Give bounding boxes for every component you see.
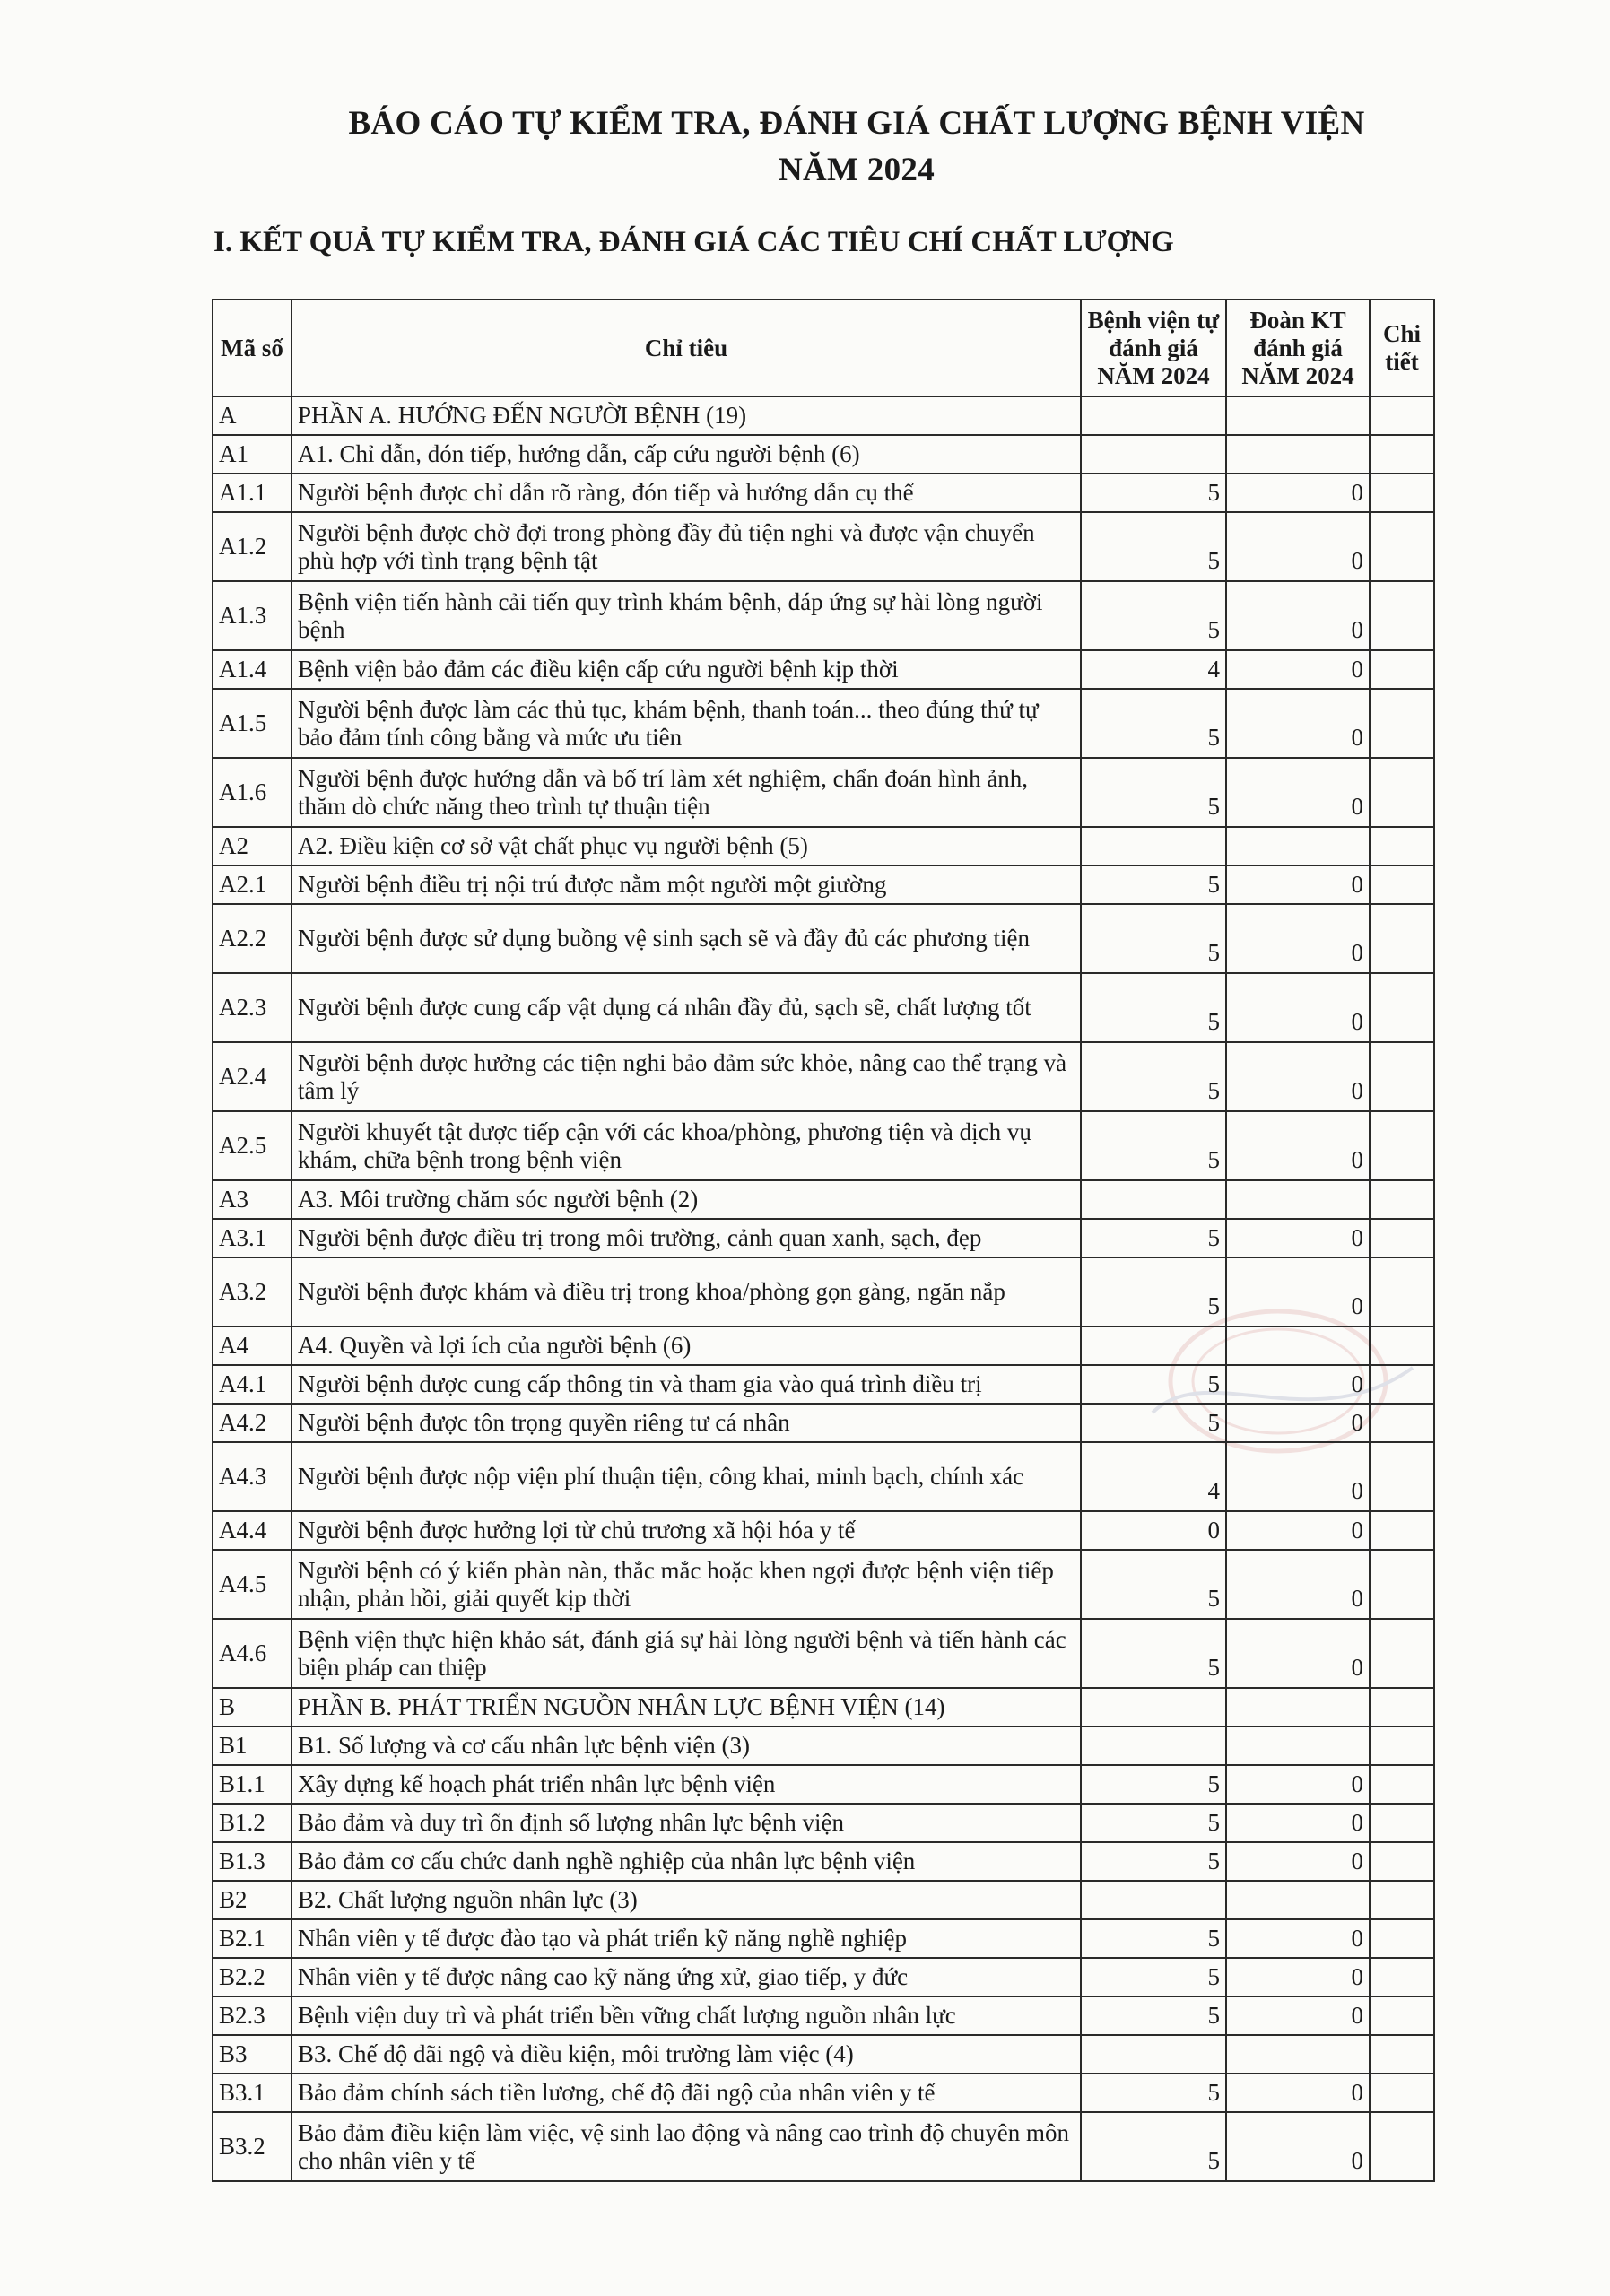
row-team-score: 0	[1226, 474, 1370, 512]
table-row	[213, 1958, 1434, 1996]
table-row	[213, 865, 1434, 904]
row-criterion: A4. Quyền và lợi ích của người bệnh (6)	[292, 1326, 1081, 1365]
table-row	[213, 758, 1434, 827]
row-criterion: Người bệnh được làm các thủ tục, khám bệnh, thanh toán... theo đúng thứ tự bảo đảm tính công bằng và mức ưu tiên	[292, 689, 1081, 758]
row-criterion: Người bệnh được tôn trọng quyền riêng tư cá nhân	[292, 1404, 1081, 1442]
table-row	[213, 1550, 1434, 1619]
row-detail	[1370, 827, 1434, 865]
row-self-score	[1081, 2035, 1226, 2074]
row-team-score: 0	[1226, 650, 1370, 689]
row-team-score: 0	[1226, 758, 1370, 827]
table-row	[213, 689, 1434, 758]
row-code: A2.4	[213, 1042, 292, 1111]
table-row	[213, 512, 1434, 581]
row-criterion: B3. Chế độ đãi ngộ và điều kiện, môi trường làm việc (4)	[292, 2035, 1081, 2074]
row-team-score	[1226, 1726, 1370, 1765]
row-code: A2.5	[213, 1111, 292, 1180]
row-team-score: 0	[1226, 1765, 1370, 1804]
row-criterion: Nhân viên y tế được đào tạo và phát triển kỹ năng nghề nghiệp	[292, 1919, 1081, 1958]
table-row	[213, 435, 1434, 474]
row-team-score	[1226, 2035, 1370, 2074]
row-criterion: Người bệnh được sử dụng buồng vệ sinh sạch sẽ và đầy đủ các phương tiện	[292, 904, 1081, 973]
row-self-score: 5	[1081, 1619, 1226, 1688]
row-criterion: Người bệnh được điều trị trong môi trường, cảnh quan xanh, sạch, đẹp	[292, 1219, 1081, 1257]
row-code: B2.1	[213, 1919, 292, 1958]
row-code: A1.6	[213, 758, 292, 827]
row-detail	[1370, 689, 1434, 758]
row-detail	[1370, 973, 1434, 1042]
row-self-score: 5	[1081, 1919, 1226, 1958]
row-team-score: 0	[1226, 1404, 1370, 1442]
row-detail	[1370, 1511, 1434, 1550]
row-detail	[1370, 1042, 1434, 1111]
row-code: B3	[213, 2035, 292, 2074]
row-detail	[1370, 1726, 1434, 1765]
row-team-score	[1226, 435, 1370, 474]
row-code: A4.3	[213, 1442, 292, 1511]
table-row	[213, 1688, 1434, 1726]
row-team-score: 0	[1226, 1111, 1370, 1180]
row-criterion: Người bệnh được hưởng lợi từ chủ trương xã hội hóa y tế	[292, 1511, 1081, 1550]
row-detail	[1370, 1365, 1434, 1404]
row-detail	[1370, 904, 1434, 973]
row-code: A4.6	[213, 1619, 292, 1688]
row-detail	[1370, 2112, 1434, 2181]
row-criterion: Nhân viên y tế được nâng cao kỹ năng ứng xử, giao tiếp, y đức	[292, 1958, 1081, 1996]
row-criterion: A3. Môi trường chăm sóc người bệnh (2)	[292, 1180, 1081, 1219]
row-team-score: 0	[1226, 1919, 1370, 1958]
row-self-score	[1081, 1726, 1226, 1765]
row-self-score	[1081, 435, 1226, 474]
row-detail	[1370, 435, 1434, 474]
row-team-score	[1226, 1180, 1370, 1219]
row-detail	[1370, 1958, 1434, 1996]
row-code: B	[213, 1688, 292, 1726]
row-detail	[1370, 396, 1434, 435]
row-self-score: 5	[1081, 1365, 1226, 1404]
row-criterion: A2. Điều kiện cơ sở vật chất phục vụ người bệnh (5)	[292, 827, 1081, 865]
row-self-score: 5	[1081, 689, 1226, 758]
row-self-score	[1081, 396, 1226, 435]
row-detail	[1370, 1881, 1434, 1919]
row-self-score: 5	[1081, 1404, 1226, 1442]
row-code: B3.2	[213, 2112, 292, 2181]
row-team-score: 0	[1226, 689, 1370, 758]
row-criterion: Bệnh viện bảo đảm các điều kiện cấp cứu người bệnh kịp thời	[292, 650, 1081, 689]
row-code: B2.2	[213, 1958, 292, 1996]
table-header-row	[213, 300, 1434, 396]
row-code: A2.3	[213, 973, 292, 1042]
row-code: A4.4	[213, 1511, 292, 1550]
criteria-table	[212, 299, 1435, 2182]
table-row	[213, 1442, 1434, 1511]
table-row	[213, 1511, 1434, 1550]
section-heading: I. KẾT QUẢ TỰ KIỂM TRA, ĐÁNH GIÁ CÁC TIÊU CHÍ CHẤT LƯỢNG	[213, 226, 1174, 258]
table-row	[213, 2074, 1434, 2112]
table-row	[213, 1842, 1434, 1881]
row-detail	[1370, 1326, 1434, 1365]
row-self-score: 5	[1081, 581, 1226, 650]
row-criterion: Bệnh viện thực hiện khảo sát, đánh giá sự hài lòng người bệnh và tiến hành các biện pháp can thiệp	[292, 1619, 1081, 1688]
row-detail	[1370, 1180, 1434, 1219]
row-detail	[1370, 1842, 1434, 1881]
row-detail	[1370, 1442, 1434, 1511]
row-code: A4.2	[213, 1404, 292, 1442]
row-team-score: 0	[1226, 1257, 1370, 1326]
row-criterion: Người bệnh được chỉ dẫn rõ ràng, đón tiếp và hướng dẫn cụ thể	[292, 474, 1081, 512]
table-row	[213, 1726, 1434, 1765]
row-self-score: 5	[1081, 973, 1226, 1042]
row-self-score	[1081, 827, 1226, 865]
table-row	[213, 904, 1434, 973]
row-self-score: 5	[1081, 1111, 1226, 1180]
row-team-score	[1226, 1326, 1370, 1365]
row-self-score: 4	[1081, 650, 1226, 689]
table-row	[213, 973, 1434, 1042]
row-criterion: B2. Chất lượng nguồn nhân lực (3)	[292, 1881, 1081, 1919]
row-team-score: 0	[1226, 1619, 1370, 1688]
row-self-score: 5	[1081, 1996, 1226, 2035]
row-detail	[1370, 1219, 1434, 1257]
row-self-score	[1081, 1881, 1226, 1919]
row-criterion: PHẦN B. PHÁT TRIỂN NGUỒN NHÂN LỰC BỆNH VIỆN (14)	[292, 1688, 1081, 1726]
row-criterion: Bảo đảm và duy trì ổn định số lượng nhân lực bệnh viện	[292, 1804, 1081, 1842]
table-body	[213, 396, 1434, 2181]
row-code: A1.4	[213, 650, 292, 689]
header-detail: Chi tiết	[1370, 300, 1434, 396]
row-code: A3.1	[213, 1219, 292, 1257]
row-criterion: Người bệnh có ý kiến phàn nàn, thắc mắc hoặc khen ngợi được bệnh viện tiếp nhận, phản hồi, giải quyết kịp thời	[292, 1550, 1081, 1619]
row-code: A2.2	[213, 904, 292, 973]
table-row	[213, 1365, 1434, 1404]
row-team-score: 0	[1226, 512, 1370, 581]
row-detail	[1370, 650, 1434, 689]
table-row	[213, 1404, 1434, 1442]
table-row	[213, 1180, 1434, 1219]
row-code: A4.5	[213, 1550, 292, 1619]
row-criterion: A1. Chỉ dẫn, đón tiếp, hướng dẫn, cấp cứu người bệnh (6)	[292, 435, 1081, 474]
row-code: A2.1	[213, 865, 292, 904]
row-code: B1.1	[213, 1765, 292, 1804]
table-row	[213, 396, 1434, 435]
row-code: B1	[213, 1726, 292, 1765]
row-code: B1.2	[213, 1804, 292, 1842]
table-row	[213, 1881, 1434, 1919]
row-detail	[1370, 1996, 1434, 2035]
table-row	[213, 581, 1434, 650]
table-row	[213, 2112, 1434, 2181]
row-team-score: 0	[1226, 581, 1370, 650]
row-self-score: 5	[1081, 904, 1226, 973]
row-self-score: 4	[1081, 1442, 1226, 1511]
row-self-score: 5	[1081, 1219, 1226, 1257]
row-team-score: 0	[1226, 1042, 1370, 1111]
row-self-score: 5	[1081, 1765, 1226, 1804]
table-row	[213, 2035, 1434, 2074]
row-detail	[1370, 2035, 1434, 2074]
row-detail	[1370, 1688, 1434, 1726]
row-team-score: 0	[1226, 1996, 1370, 2035]
row-code: B2.3	[213, 1996, 292, 2035]
table-row	[213, 1111, 1434, 1180]
row-self-score: 5	[1081, 512, 1226, 581]
row-criterion: Bảo đảm chính sách tiền lương, chế độ đãi ngộ của nhân viên y tế	[292, 2074, 1081, 2112]
row-team-score: 0	[1226, 865, 1370, 904]
row-code: A	[213, 396, 292, 435]
row-team-score: 0	[1226, 1511, 1370, 1550]
row-detail	[1370, 474, 1434, 512]
table-row	[213, 650, 1434, 689]
row-team-score: 0	[1226, 1550, 1370, 1619]
row-detail	[1370, 1919, 1434, 1958]
row-self-score: 5	[1081, 1804, 1226, 1842]
row-team-score	[1226, 396, 1370, 435]
row-self-score	[1081, 1688, 1226, 1726]
row-team-score: 0	[1226, 973, 1370, 1042]
row-detail	[1370, 1404, 1434, 1442]
row-self-score: 5	[1081, 2112, 1226, 2181]
header-team-assessment: Đoàn KT đánh giá NĂM 2024	[1226, 300, 1370, 396]
row-criterion: Bệnh viện tiến hành cải tiến quy trình khám bệnh, đáp ứng sự hài lòng người bệnh	[292, 581, 1081, 650]
row-criterion: Người bệnh được cung cấp thông tin và tham gia vào quá trình điều trị	[292, 1365, 1081, 1404]
row-criterion: Người bệnh được nộp viện phí thuận tiện, công khai, minh bạch, chính xác	[292, 1442, 1081, 1511]
row-team-score	[1226, 1881, 1370, 1919]
row-self-score: 5	[1081, 1257, 1226, 1326]
row-self-score: 0	[1081, 1511, 1226, 1550]
row-team-score: 0	[1226, 904, 1370, 973]
row-detail	[1370, 865, 1434, 904]
header-self-assessment: Bệnh viện tự đánh giá NĂM 2024	[1081, 300, 1226, 396]
table-row	[213, 1765, 1434, 1804]
report-title-line2: NĂM 2024	[778, 152, 935, 188]
row-code: A3	[213, 1180, 292, 1219]
row-self-score: 5	[1081, 474, 1226, 512]
row-detail	[1370, 1619, 1434, 1688]
row-team-score: 0	[1226, 1804, 1370, 1842]
row-detail	[1370, 512, 1434, 581]
row-criterion: Người khuyết tật được tiếp cận với các khoa/phòng, phương tiện và dịch vụ khám, chữa bệnh trong bệnh viện	[292, 1111, 1081, 1180]
row-criterion: Người bệnh được khám và điều trị trong khoa/phòng gọn gàng, ngăn nắp	[292, 1257, 1081, 1326]
row-self-score: 5	[1081, 1550, 1226, 1619]
row-code: A4	[213, 1326, 292, 1365]
row-team-score: 0	[1226, 1842, 1370, 1881]
row-criterion: Người bệnh điều trị nội trú được nằm một người một giường	[292, 865, 1081, 904]
report-title	[215, 100, 1498, 194]
row-detail	[1370, 1765, 1434, 1804]
row-criterion: Người bệnh được cung cấp vật dụng cá nhân đầy đủ, sạch sẽ, chất lượng tốt	[292, 973, 1081, 1042]
row-detail	[1370, 758, 1434, 827]
row-team-score	[1226, 1688, 1370, 1726]
table-row	[213, 1996, 1434, 2035]
row-criterion: Xây dựng kế hoạch phát triển nhân lực bệnh viện	[292, 1765, 1081, 1804]
row-team-score: 0	[1226, 2074, 1370, 2112]
row-criterion: Người bệnh được chờ đợi trong phòng đầy đủ tiện nghi và được vận chuyển phù hợp với tình trạng bệnh tật	[292, 512, 1081, 581]
row-criterion: Bảo đảm điều kiện làm việc, vệ sinh lao động và nâng cao trình độ chuyên môn cho nhân viên y tế	[292, 2112, 1081, 2181]
table-row	[213, 1326, 1434, 1365]
row-code: A4.1	[213, 1365, 292, 1404]
row-code: A2	[213, 827, 292, 865]
row-criterion: Người bệnh được hướng dẫn và bố trí làm xét nghiệm, chẩn đoán hình ảnh, thăm dò chức năng theo trình tự thuận tiện	[292, 758, 1081, 827]
table-row	[213, 1042, 1434, 1111]
row-team-score: 0	[1226, 1442, 1370, 1511]
row-detail	[1370, 1257, 1434, 1326]
row-detail	[1370, 1804, 1434, 1842]
row-code: B1.3	[213, 1842, 292, 1881]
row-code: A1.3	[213, 581, 292, 650]
row-team-score: 0	[1226, 2112, 1370, 2181]
table-row	[213, 1804, 1434, 1842]
report-title-line1: BÁO CÁO TỰ KIỂM TRA, ĐÁNH GIÁ CHẤT LƯỢNG BỆNH VIỆN	[348, 105, 1365, 142]
table-row	[213, 1257, 1434, 1326]
row-criterion: Người bệnh được hưởng các tiện nghi bảo đảm sức khỏe, nâng cao thể trạng và tâm lý	[292, 1042, 1081, 1111]
table-row	[213, 474, 1434, 512]
row-criterion: PHẦN A. HƯỚNG ĐẾN NGƯỜI BỆNH (19)	[292, 396, 1081, 435]
row-self-score: 5	[1081, 2074, 1226, 2112]
table-row	[213, 1919, 1434, 1958]
row-self-score	[1081, 1180, 1226, 1219]
header-code: Mã số	[213, 300, 292, 396]
row-code: A1.2	[213, 512, 292, 581]
header-criterion: Chỉ tiêu	[292, 300, 1081, 396]
table-row	[213, 827, 1434, 865]
table-row	[213, 1619, 1434, 1688]
row-team-score	[1226, 827, 1370, 865]
row-team-score: 0	[1226, 1365, 1370, 1404]
row-detail	[1370, 1550, 1434, 1619]
row-team-score: 0	[1226, 1958, 1370, 1996]
row-team-score: 0	[1226, 1219, 1370, 1257]
row-self-score	[1081, 1326, 1226, 1365]
row-detail	[1370, 1111, 1434, 1180]
row-detail	[1370, 2074, 1434, 2112]
row-detail	[1370, 581, 1434, 650]
row-code: B3.1	[213, 2074, 292, 2112]
row-code: A1	[213, 435, 292, 474]
row-code: B2	[213, 1881, 292, 1919]
row-self-score: 5	[1081, 1042, 1226, 1111]
row-self-score: 5	[1081, 865, 1226, 904]
row-criterion: Bệnh viện duy trì và phát triển bền vững chất lượng nguồn nhân lực	[292, 1996, 1081, 2035]
table-row	[213, 1219, 1434, 1257]
row-self-score: 5	[1081, 758, 1226, 827]
row-self-score: 5	[1081, 1958, 1226, 1996]
row-code: A3.2	[213, 1257, 292, 1326]
row-self-score: 5	[1081, 1842, 1226, 1881]
row-criterion: Bảo đảm cơ cấu chức danh nghề nghiệp của nhân lực bệnh viện	[292, 1842, 1081, 1881]
row-code: A1.1	[213, 474, 292, 512]
row-criterion: B1. Số lượng và cơ cấu nhân lực bệnh viện (3)	[292, 1726, 1081, 1765]
row-code: A1.5	[213, 689, 292, 758]
